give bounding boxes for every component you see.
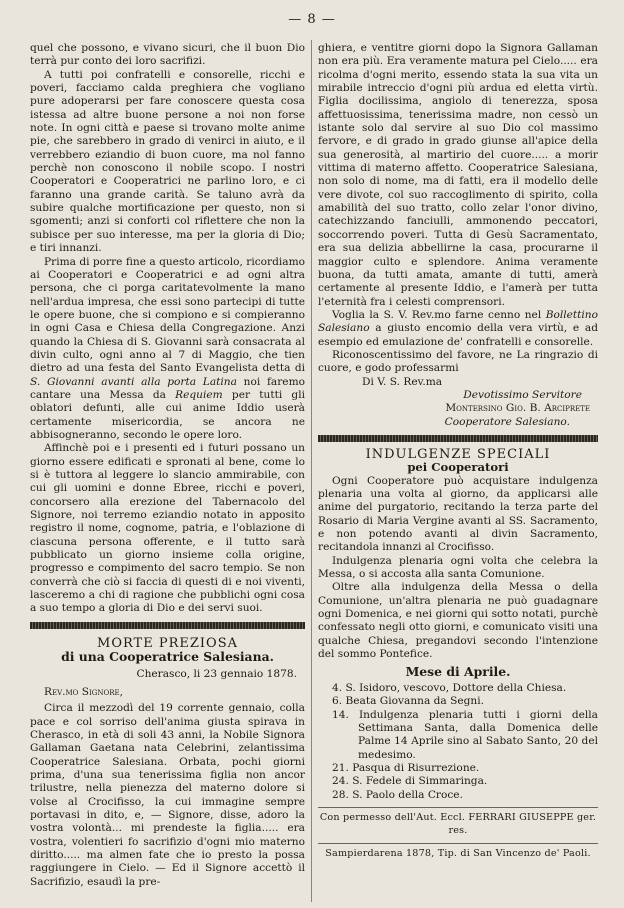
section-title: MORTE PREZIOSA xyxy=(97,635,238,651)
paragraph: A tutti poi confratelli e consorelle, ricchi e poveri, facciamo calda preghiera che vogliano pure adoperarsi per fare conoscere questa cosa istessa ad altre buone persone a noi non forse note. In ogni città e paese si trovano molte anime pie, che sarebbero in grado di venirci in aiuto, e il verrebbero eziandio di buon cuore, ma nol fanno perchè non conoscono il nobile scopo. I nostri Cooperatori e Cooperatrici ne parlino loro, e ci faranno una grande carità. Se taluno avrà da subire qualche mortificazione per questo, non si sgomenti; anzi si conforti col riflettere che non la subisce per suo interesse, ma per la gloria di Dio; e tiri innanzi. xyxy=(30,68,305,255)
paragraph: quel che possono, e vivano sicuri, che il buon Dio terrà pur conto dei loro sacrifizi. xyxy=(30,42,305,68)
list-item: 21. Pasqua di Risurrezione. xyxy=(332,761,480,774)
paragraph xyxy=(318,309,598,349)
page-number: — 8 — xyxy=(288,12,336,27)
paragraph: Circa il mezzodì del 19 corrente gennaio, colla pace e col sorriso dell'anima giusta spirava in Cherasco, in età di soli 43 anni, la Nobile Signora Gallaman Gaetana nata Celebrini, zelantissima Cooperatrice Salesiana. Orbata, pochi giorni prima, d'una sua tenerissima figlia non ancor trilustre, nella pienezza del materno dolore si volse al Crocifisso, la cui immagine sempre portavasi in dito, e, — Signore, disse, adoro la vostra volontà... mi prendeste la figlia..... era vostra, volentieri fo sacrifizio d'ogni mio materno diritto..... ma almen fate che io presto la possa raggiungere in Cielo. — Ed il Signore accettò il Sacrifizio, esaudì la pre- xyxy=(30,702,305,888)
text-run: Voglia la S. V. Rev.mo farne cenno nel xyxy=(332,308,546,321)
footer-rule xyxy=(318,843,598,844)
text-run: noi faremo cantare una Messa da xyxy=(30,375,305,401)
paragraph: Di V. S. Rev.ma xyxy=(362,375,443,388)
paragraph: Affinchè poi e i presenti ed i futuri possano un giorno essere edificati e spronati al bene, come lo si è tuttora al leggere lo slancio ammirabile, con cui gli uomini e donne Ebree, ricchi e poveri, concorsero alla erezione del Tabernacolo del Signore, noi terremo eziandio notato in apposito registro il nome, cognome, patria, e l'oblazione di ciascuna persona offerente, e il tutto sarà pubblicato un giorno insieme colla origine, progresso e compimento del sacro tempio. Se non converrà che ciò si faccia di questi di e noi viventi, lasceremo a chi di ragione che pubblichi ogni cosa a suo tempo a gloria di Dio e dei servi suoi. xyxy=(30,442,305,615)
left-column xyxy=(30,42,305,889)
signature-role: Cooperatore Salesiano. xyxy=(444,415,570,428)
italic-run: Requiem xyxy=(175,388,223,401)
list-item: 28. S. Paolo della Croce. xyxy=(332,788,463,801)
section-divider xyxy=(318,435,598,442)
signature-name: Montersino Gio. B. Arciprete xyxy=(445,402,590,415)
italic-run: S. Giovanni avanti alla porta Latina xyxy=(30,375,237,388)
feast-list xyxy=(318,682,598,802)
text-run: Prima di porre fine a questo articolo, ricordiamo ai Cooperatori e Cooperatrici e ad ogni altra persona, che ci porga caritatevolmente la mano nell'ardua impresa, che essi sono partecipi di tutte le opere buone, che si compiono e si compieranno in ogni Casa e Chiesa della Congregazione. Anzi quando la Chiesa di S. Giovanni sarà consacrata al divin culto, ogni anno al 7 di Maggio, che tien dietro ad una festa del Santo Evangelista detta di xyxy=(30,255,305,375)
imprimatur: Con permesso dell'Aut. Eccl. FERRARI GIUSEPPE ger. res. xyxy=(319,811,597,837)
column-divider xyxy=(311,40,312,902)
list-item: 14. Indulgenza plenaria tutti i giorni della Settimana Santa, dalla Domenica delle Palme 14 Aprile sino al Sabato Santo, 20 del medesimo. xyxy=(332,708,598,761)
signature-line: Devotissimo Servitore xyxy=(463,388,582,401)
paragraph xyxy=(30,256,305,443)
footer-rule xyxy=(318,807,598,808)
text-run: per tutti gli oblatori defunti, alle cui anime Iddio userà certamente misericordia, se ancora ne abbisogneranno, secondo le opere loro. xyxy=(30,388,305,441)
paragraph: Oltre alla indulgenza della Messa o della Comunione, un'altra plenaria ne può guadagnare ogni Domenica, e nei giorni qui sotto notati, purchè confessato negli otto giorni, e comunicato visiti una qualche Chiesa, pregandovi secondo l'intenzione del sommo Pontefice. xyxy=(318,581,598,661)
month-heading: Mese di Aprile. xyxy=(405,664,511,680)
list-item: 4. S. Isidoro, vescovo, Dottore della Chiesa. xyxy=(332,681,567,694)
paragraph: Riconoscentissimo del favore, ne La ringrazio di cuore, e godo professarmi xyxy=(318,348,598,375)
printer-line: Sampierdarena 1878, Tip. di San Vincenzo de' Paoli. xyxy=(325,847,591,859)
letter-salutation: Rev.mo Signore, xyxy=(44,685,124,698)
paragraph: ghiera, e ventitre giorni dopo la Signora Gallaman non era più. Era veramente matura pel Cielo..... era ricolma d'ogni merito, essendo stata la sua vita un mirabile intreccio d'ogni più ardua ed eletta virtù. Figlia docilissima, angiolo di tenerezza, sposa affettuosissima, tenerissima madre, non cessò un istante solo dal servire al suo Dio col massimo fervore, e di grado in grado giunse all'apice della sua generosità, al martirio del cuore..... a morir vittima di materno affetto. Cooperatrice Salesiana, non solo di nome, ma di fatti, era il modello delle vere divote, col suo raccoglimento di spirito, colla amabilità del suo tratto, collo zelar l'onor divino, catechizzando fanciulli, ammonendo peccatori, soccorrendo poveri. Tutta di Gesù Sacramentato, era sua delizia abbellirne la casa, procurarne il maggior culto e splendore. Anima veramente buona, da tutti amata, amante di tutti, amerà certamente al presente Iddio, e l'amerà per tutta l'eternità fra i celesti comprensori. xyxy=(318,42,598,308)
italic-run: Bollettino Salesiano xyxy=(318,308,598,335)
section-title: INDULGENZE SPECIALI xyxy=(365,446,551,462)
paragraph: Indulgenza plenaria ogni volta che celebra la Messa, o si accosta alla santa Comunione. xyxy=(318,554,598,581)
letter-date: Cherasco, li 23 gennaio 1878. xyxy=(136,668,297,681)
section-subtitle: di una Cooperatrice Salesiana. xyxy=(61,649,274,665)
paragraph: Ogni Cooperatore può acquistare indulgenza plenaria una volta al giorno, da applicarsi alle anime del purgatorio, recitando la terza parte del Rosario di Maria Vergine avanti al SS. Sacramento, e non potendo avanti al divin Sacramento, recitandola innanzi al Crocifisso. xyxy=(318,474,598,554)
text-run: a giusto encomio della vera virtù, e ad esempio ed emulazione de' confratelli e consorelle. xyxy=(318,322,598,348)
list-item: 6. Beata Giovanna da Segni. xyxy=(332,695,484,708)
right-column xyxy=(318,42,598,860)
list-item: 24. S. Fedele di Simmaringa. xyxy=(332,775,488,788)
section-divider xyxy=(30,622,305,629)
section-subtitle: pei Cooperatori xyxy=(407,460,509,475)
